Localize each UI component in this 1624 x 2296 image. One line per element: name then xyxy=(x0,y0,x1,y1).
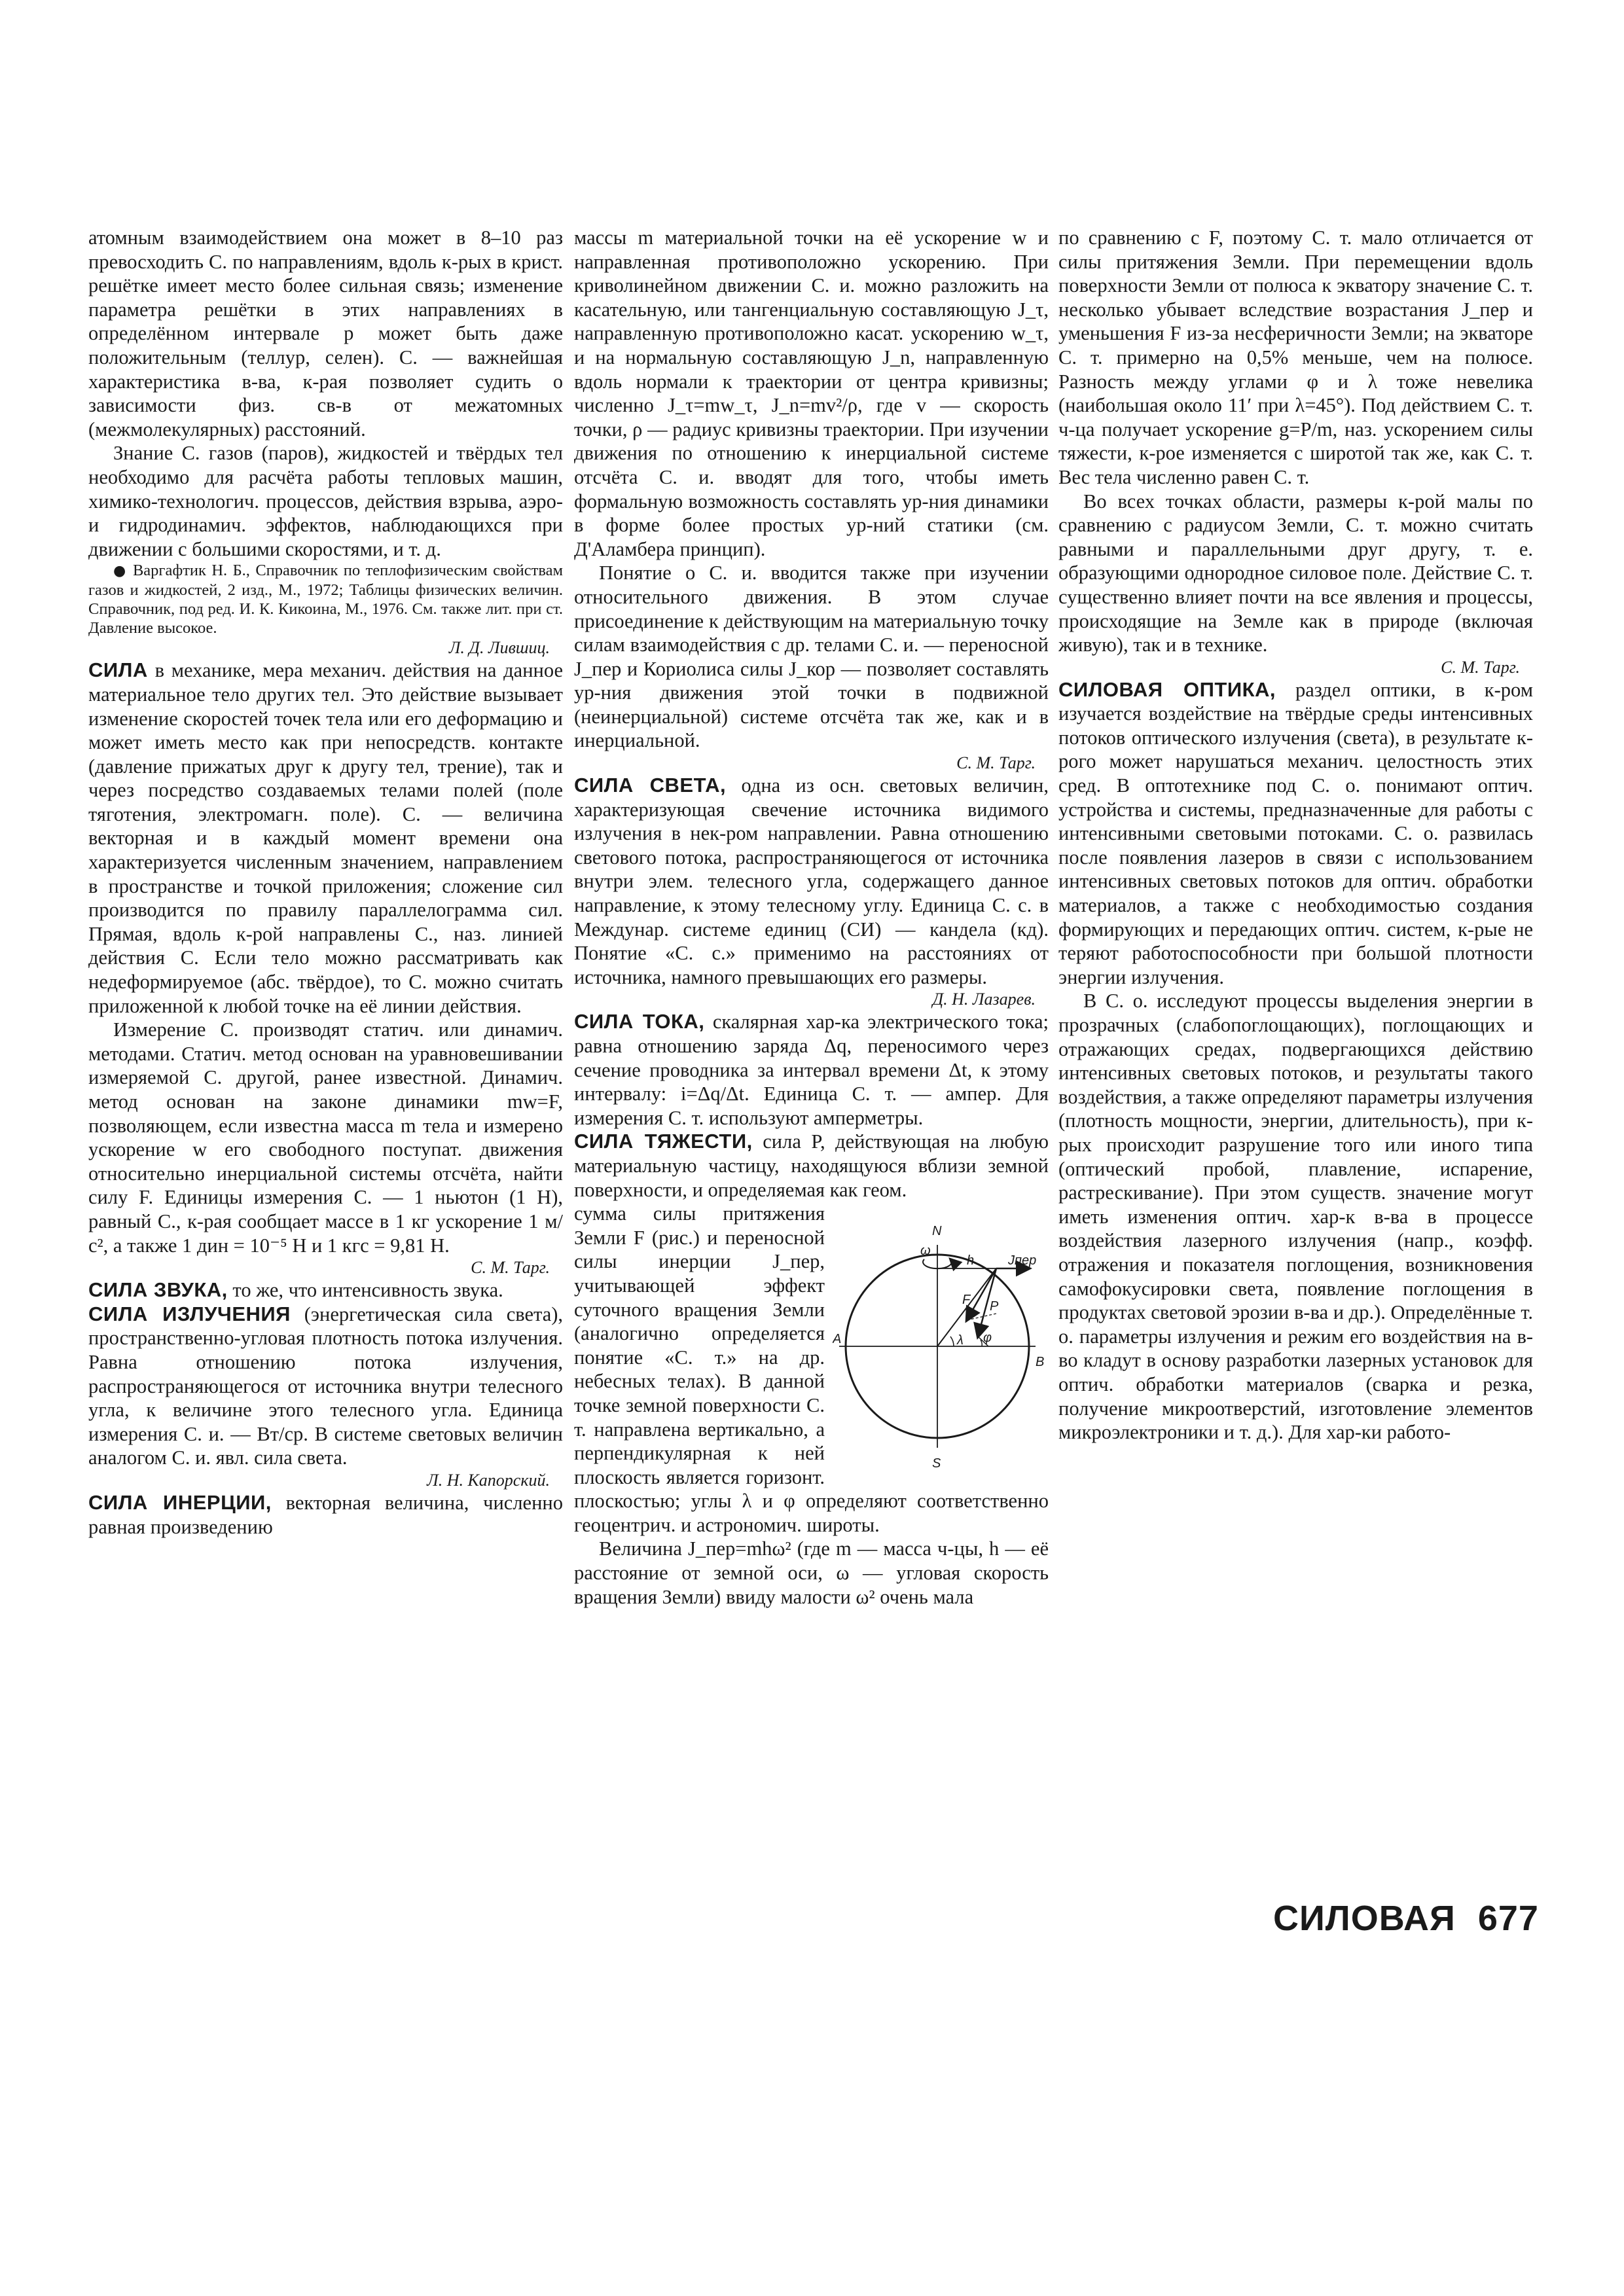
article-sila-izlucheniya xyxy=(88,1302,563,1491)
label-omega: ω xyxy=(920,1244,931,1259)
article-text: скалярная хар-ка электрического тока; равна отношению заряда Δq, переносимого через сечение проводника за интервал времени Δt, к этому интервалу: i=Δq/Δt. Единица С. т. — ампер. Для измерения С. т. используют амперметры. xyxy=(574,1011,1049,1129)
bibliography-text: Варгафтик Н. Б., Справочник по теплофизическим свойствам газов и жидкостей, 2 изд., М., 1972; Таблицы физических величин. Справочник, под ред. И. К. Кикоина, М., 1976. См. также лит. при ст. Давление высокое. xyxy=(88,562,563,637)
paragraph-text: Измерение С. производят статич. или динамич. методами. Статич. метод основан на уравновешивании измеряемой С. другой, ранее известной. Динамич. метод основан на законе динамики mw=F, позволяющем, если известна масса m тела и измерено ускорение w его свободного поступат. движения относительно инерциальной системы отсчёта, найти силу F. Единицы измерения С. — 1 ньютон (1 Н), равный С., к-рая сообщает массе в 1 кг ускорение 1 м/с², а также 1 дин = 10⁻⁵ Н и 1 кгс = 9,81 Н. xyxy=(88,1018,563,1257)
article-sila-zvuka xyxy=(88,1278,563,1302)
parallelogram-side xyxy=(967,1314,996,1320)
headword: СИЛА xyxy=(88,658,148,682)
article-sila xyxy=(88,658,563,1018)
headword: СИЛА СВЕТА, xyxy=(574,774,727,797)
headword: СИЛОВАЯ ОПТИКА, xyxy=(1058,677,1276,701)
running-head-word: СИЛОВАЯ xyxy=(1273,1899,1456,1938)
paragraph-measurement xyxy=(88,1018,563,1278)
paragraph-gravity-sum: сумма силы притяжения Земли F (рис.) и переносной силы инерции J_пер, учитывающей эффект суточного вращения Земли (аналогично определяется понятие «С. т.» на др. небесных телах). В данной точке земной поверхности С. т. направлена вертикально, а перпендикулярная к ней плоскость является горизонт. плоскостью; углы λ и φ определяют соответственно геоцентрич. и астрономич. широты. xyxy=(574,1202,1049,1536)
column-right xyxy=(1058,226,1533,1444)
article-silovaya-optika xyxy=(1058,678,1533,990)
column-left xyxy=(88,226,563,1539)
label-phi: φ xyxy=(983,1331,992,1346)
paragraph-relative-motion xyxy=(574,561,1049,774)
label-f: F xyxy=(962,1293,971,1308)
article-text: то же, что интенсивность звука. xyxy=(232,1279,503,1302)
article-text: раздел оптики, в к-ром изучается воздействие на твёрдые среды интенсивных потоков оптического излучения (света), в результате к-рого может нарушаться механич. целостность этих сред. В оптотехнике под С. о. понимают оптич. устройства и системы, предназначенные для работы с интенсивными световыми потоками. С. о. развилась после появления лазеров в связи с использованием интенсивных световых потоков для оптич. обработки материалов, а также с необходимостью создания формирующих и передающих оптич. систем, к-рые не теряют работоспособности при большой плотности энергии излучения. xyxy=(1058,678,1533,988)
article-text: одна из осн. световых величин, характеризующая свечение источника видимого излучения в нек-ром направлении. Равна отношению светового потока, распространяющегося от источника внутри элем. телесного угла, содержащего данное направление, к этому телесному углу. Единица С. с. в Междунар. системе единиц (СИ) — кандела (кд). Понятие «С. с.» применимо на расстояниях от источника, намного превышающих его размеры. xyxy=(574,774,1049,988)
page-number: 677 xyxy=(1477,1899,1539,1938)
paragraph-optics-research: В С. о. исследуют процессы выделения энергии в прозрачных (слабопоглощающих), поглощающих и отражающих средах, подвергающихся действию интенсивных световых потоков, и результаты такого воздействия, а также определяют параметры излучения (плотность мощности, энергии, длительность), при к-рых происходит разрушение того или иного типа (оптический пробой, плавление, испарение, растрескивание). При этом существ. значение могут иметь изменения оптич. хар-к в-ва в процессе воздействия лазерного излучения (напр., коэфф. отражения и показателя поглощения, возникновения самофокусировки света, появление поглощения в продуктах световой эрозии в-ва и др.). Определённые т. о. параметры излучения и режим его воздействия на в-во кладут в основу разработки лазерных установок для оптич. обработки материалов (сварка и резка, получение микроотверстий, изготовление элементов микроэлектроники и т. д.). Для хар-ки работо- xyxy=(1058,990,1533,1444)
article-text: векторная величина, численно равная произведению xyxy=(88,1491,563,1538)
label-n: N xyxy=(932,1224,942,1239)
paragraph-inertia-continuation: массы m материальной точки на её ускорение w и направленная противоположно ускорению. При криволинейном движении С. и. можно разложить на касательную, или тангенциальную составляющую J_τ, направленную противоположно касат. ускорению w_τ, и на нормальную составляющую J_n, направленную вдоль нормали к траектории от центра кривизны; численно J_τ=mw_τ, J_n=mv²/ρ, где v — скорость точки, ρ — радиус кривизны траектории. При изучении движения по отношению к инерциальной системе отсчёта С. и. вводят для того, чтобы иметь формальную возможность составлять ур-ния динамики в форме более простых ур-ний статики (см. Д'Аламбера принцип). xyxy=(574,226,1049,560)
article-sila-toka xyxy=(574,1010,1049,1130)
article-sila-tyazhesti xyxy=(574,1130,1049,1202)
bibliography xyxy=(88,561,563,658)
paragraph-uniform-field xyxy=(1058,490,1533,678)
label-j-per: Jпер xyxy=(1008,1253,1037,1268)
author-signature: Д. Н. Лазарев. xyxy=(932,990,1036,1009)
paragraph-gas-knowledge: Знание С. газов (паров), жидкостей и твёрдых тел необходимо для расчёта работы тепловых машин, химико-технологич. процессов, действия взрыва, аэро- и гидродинамич. эффектов, наблюдающихся при движении с большими скоростями, и т. д. xyxy=(88,442,563,560)
author-signature: С. М. Тарг. xyxy=(1441,657,1520,677)
author-signature: Л. Д. Лившиц. xyxy=(448,638,550,658)
paragraph-atomic-continuation: атомным взаимодействием она может в 8–10 раз превосходить С. по направлениям, вдоль к-рых в крист. решётке имеет место более сильная связь; изменение параметра решётки в этих направлениях в определённом интервале p может быть даже положительным (теллур, селен). С. — важнейшая характеристика в-ва, к-рая позволяет судить о зависимости физ. св-в от межатомных (межмолекулярных) расстояний. xyxy=(88,226,563,440)
label-h: h xyxy=(967,1253,975,1268)
headword: СИЛА ТЯЖЕСТИ, xyxy=(574,1130,753,1153)
article-sila-sveta xyxy=(574,774,1049,1010)
lambda-angle-arc xyxy=(950,1336,954,1346)
author-signature: С. М. Тарг. xyxy=(956,753,1036,773)
author-signature: Л. Н. Капорский. xyxy=(427,1470,550,1490)
paragraph-text: Понятие о С. и. вводится также при изучении относительного движения. В этом случае присоединение к действующим на материальную точку силам взаимодействия с др. телами С. и. — переносной J_пер и Кориолиса силы J_кор — позволяет составлять ур-ния движения этой точки в подвижной (неинерциальной) системе отсчёта так же, как и в инерциальной. xyxy=(574,562,1049,752)
author-signature: С. М. Тарг. xyxy=(471,1258,550,1278)
label-a: A xyxy=(833,1332,842,1347)
article-text: сила P, действующая на любую материальную частицу, находящуюся вблизи земной поверхности, и определяемая как геом. xyxy=(574,1130,1049,1201)
headword: СИЛА ТОКА, xyxy=(574,1010,705,1033)
label-b: B xyxy=(1036,1355,1045,1370)
running-head xyxy=(1273,1898,1548,1939)
label-s: S xyxy=(932,1456,941,1471)
headword: СИЛА ЗВУКА, xyxy=(88,1278,228,1302)
article-text: в механике, мера механич. действия на данное материальное тело других тел. Это действие вызывает изменение скоростей точек тела или его деформацию и может иметь место как при непосредств. контакте (давление прижатых друг к другу тел, трение), так и через посредство создаваемых телами полей (поле тяготения, электромагн. поле). С. — величина векторная и в каждый момент времени она характеризуется численным значением, направлением в пространстве и точкой приложения; сложение сил производится по правилу параллелограмма сил. Прямая, вдоль к-рой направлены С., наз. линией действия С. Если тело можно рассматривать как недеформируемое (абс. твёрдое), то С. можно считать приложенной к любой точке на её линии действия. xyxy=(88,659,564,1017)
bullet-icon: ● xyxy=(113,563,128,580)
paragraph-text: Во всех точках области, размеры к-рой малы по сравнению с радиусом Земли, С. т. можно считать равными и параллельными друг другу, т. е. образующими однородное силовое поле. Действие С. т. существенно влияет почти на все явления и процессы, происходящие на Земле как в природе (включая живую), так и в технике. xyxy=(1058,490,1533,656)
label-p: P xyxy=(990,1299,999,1314)
article-sila-inertsii xyxy=(88,1491,563,1539)
column-middle xyxy=(574,226,1049,1609)
paragraph-gravity-continuation: по сравнению с F, поэтому С. т. мало отличается от силы притяжения Земли. При перемещении вдоль поверхности Земли от полюса к экватору значение С. т. несколько убывает вследствие возрастания J_пер и уменьшения F из-за несферичности Земли; на экваторе С. т. примерно на 0,5% меньше, чем на полюсе. Разность между углами φ и λ тоже невелика (наибольшая около 11′ при λ=45°). Под действием С. т. ч-ца получает ускорение g=P/m, наз. ускорением силы тяжести, к-рое изменяется с широтой так же, как С. т. Вес тела численно равен С. т. xyxy=(1058,226,1533,488)
headword: СИЛА ИЗЛУЧЕНИЯ xyxy=(88,1302,291,1325)
earth-gravity-figure xyxy=(833,1206,1049,1480)
label-lambda: λ xyxy=(957,1333,964,1348)
earth-gravity-diagram xyxy=(833,1206,1049,1480)
headword: СИЛА ИНЕРЦИИ, xyxy=(88,1490,272,1514)
paragraph-j-per-magnitude: Величина J_пер=mhω² (где m — масса ч-цы, h — её расстояние от земной оси, ω — угловая скорость вращения Земли) ввиду малости ω² очень мала xyxy=(574,1537,1049,1608)
article-text: (энергетическая сила света), пространственно-угловая плотность потока излучения. Равна отношению потока излучения, распространяющегося от источника внутри телесного угла, к величине этого телесного угла. Единица измерения С. и. — Вт/ср. В системе световых величин аналогом С. и. явл. сила света. xyxy=(88,1302,564,1469)
